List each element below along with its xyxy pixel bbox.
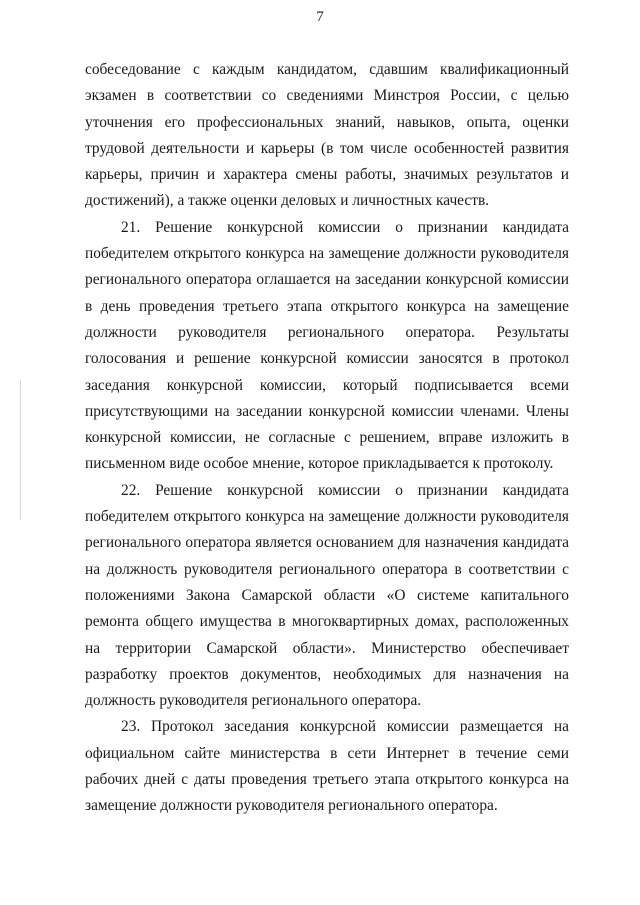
paragraph-clause-23: 23. Протокол заседания конкурсной комиссии размещается на официальном сайте министерства в сети Интернет в течение семи рабочих дней с даты проведения третьего этапа открытого конкурса на замещение должности руководителя регионального оператора. (85, 718, 569, 815)
page-number: 7 (316, 9, 324, 25)
paragraph-clause-21: 21. Решение конкурсной комиссии о признании кандидата победителем открытого конкурса на замещение должности руководителя регионального оператора оглашается на заседании конкурсной комиссии в день проведения третьего этапа открытого конкурса на замещение должности руководителя регионального оператора. Результаты голосования и решение конкурсной комиссии заносятся в протокол заседания конкурсной комиссии, который подписывается всеми присутствующими на заседании конкурсной комиссии членами. Члены конкурсной комиссии, не согласные с решением, вправе изложить в письменном виде особое мнение, которое прикладывается к протоколу. (85, 218, 569, 473)
paragraph-interview-continuation: собеседование с каждым кандидатом, сдавшим квалификационный экзамен в соответствии со сведениями Минстроя России, с целью уточнения его профессиональных знаний, навыков, опыта, оценки трудовой деятельности и карьеры (в том числе особенностей развития карьеры, причин и характера смены работы, значимых результатов и достижений), а также оценки деловых и личностных качеств. (85, 61, 569, 210)
scan-margin-line (20, 380, 21, 520)
document-body (85, 57, 569, 820)
paragraph-clause-22: 22. Решение конкурсной комиссии о признании кандидата победителем открытого конкурса на замещение должности руководителя регионального оператора является основанием для назначения кандидата на должность руководителя регионального оператора в соответствии с положениями Закона Самарской области «О системе капитального ремонта общего имущества в многоквартирных домах, расположенных на территории Самарской области». Министерство обеспечивает разработку проектов документов, необходимых для назначения на должность руководителя регионального оператора. (85, 481, 569, 710)
